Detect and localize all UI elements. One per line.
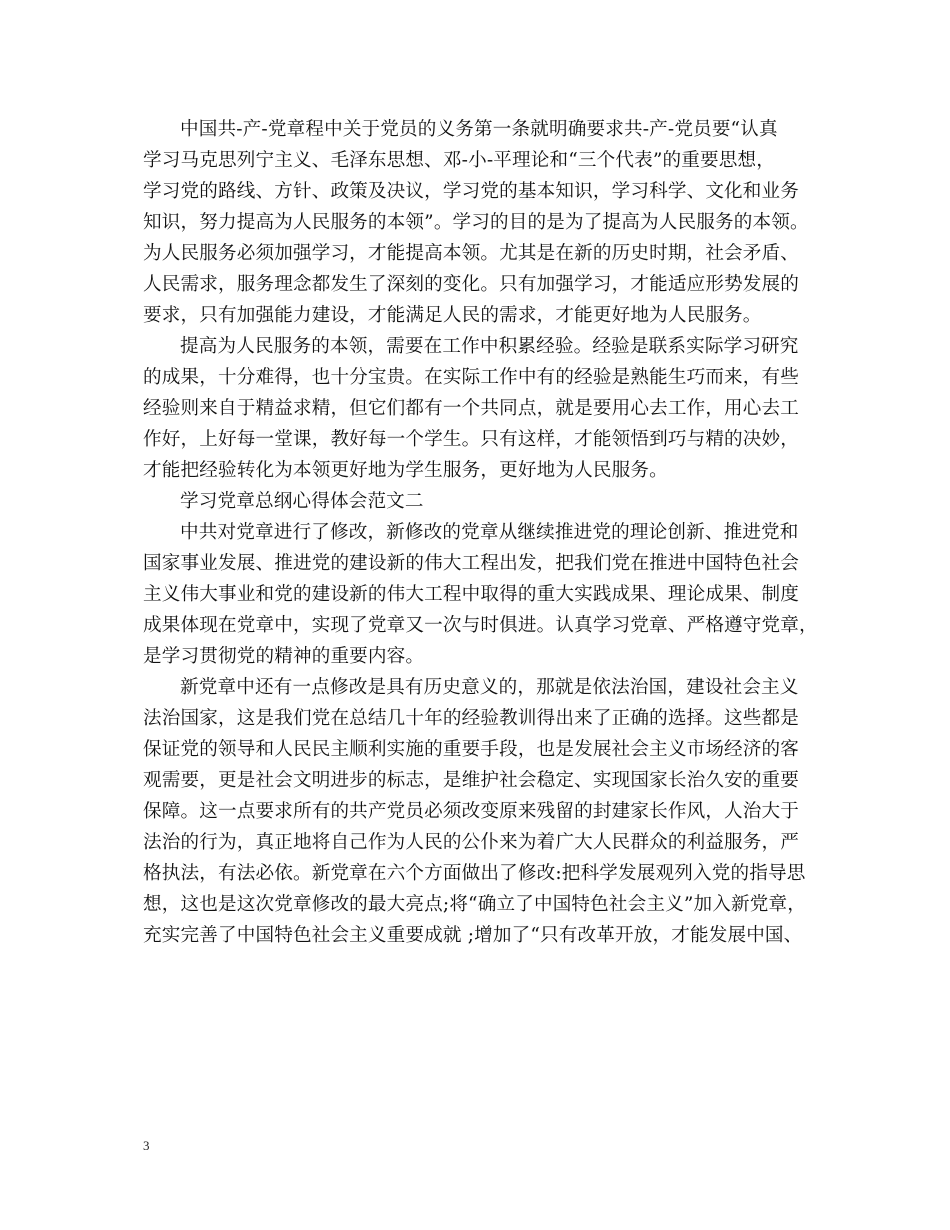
text-line: 学习马克思列宁主义、毛泽东思想、邓-小-平理论和“三个代表”的重要思想，	[143, 150, 775, 171]
text-line: 国家事业发展、推进党的建设新的伟大工程出发，把我们党在推进中国特色社会	[143, 553, 800, 574]
text-line: 提高为人民服务的本领，需要在工作中积累经验。经验是联系实际学习研究	[180, 336, 799, 357]
text-line: 新党章中还有一点修改是具有历史意义的，那就是依法治国，建设社会主义	[180, 677, 799, 698]
text-line: 观需要，更是社会文明进步的标志，是维护社会稳定、实现国家长治久安的重要	[143, 770, 800, 791]
text-line: 作好，上好每一堂课，教好每一个学生。只有这样，才能领悟到巧与精的决妙，	[143, 429, 800, 450]
text-line: 法治的行为，真正地将自己作为人民的公仆来为着广大人民群众的利益服务，严	[143, 832, 800, 853]
text-line: 成果体现在党章中，实现了党章又一次与时俱进。认真学习党章、严格遵守党章，	[143, 615, 818, 636]
text-line: 学习党的路线、方针、政策及决议，学习党的基本知识，学习科学、文化和业务	[143, 181, 800, 202]
text-line: 知识，努力提高为人民服务的本领”。学习的目的是为了提高为人民服务的本领。	[143, 212, 809, 233]
text-line: 想，这也是这次党章修改的最大亮点;将“确立了中国特色社会主义”加入新党章，	[143, 894, 807, 915]
text-line: 法治国家，这是我们党在总结几十年的经验教训得出来了正确的选择。这些都是	[143, 708, 800, 729]
text-line: 经验则来自于精益求精，但它们都有一个共同点，就是要用心去工作，用心去工	[143, 398, 800, 419]
text-line: 学习党章总纲心得体会范文二	[180, 491, 424, 512]
text-line: 要求，只有加强能力建设，才能满足人民的需求，才能更好地为人民服务。	[143, 305, 762, 326]
text-line: 是学习贯彻党的精神的重要内容。	[143, 646, 425, 667]
text-line: 才能把经验转化为本领更好地为学生服务，更好地为人民服务。	[143, 460, 668, 481]
text-line: 的成果，十分难得，也十分宝贵。在实际工作中有的经验是熟能生巧而来，有些	[143, 367, 800, 388]
text-line: 人民需求，服务理念都发生了深刻的变化。只有加强学习，才能适应形势发展的	[143, 274, 800, 295]
text-line: 保障。这一点要求所有的共产党员必须改变原来残留的封建家长作风，人治大于	[143, 801, 800, 822]
text-line: 中国共-产-党章程中关于党员的义务第一条就明确要求共-产-党员要“认真	[180, 119, 778, 140]
text-line: 主义伟大事业和党的建设新的伟大工程中取得的重大实践成果、理论成果、制度	[143, 584, 800, 605]
text-line: 为人民服务必须加强学习，才能提高本领。尤其是在新的历史时期，社会矛盾、	[143, 243, 800, 264]
page-number: 3	[143, 1138, 150, 1153]
text-line: 充实完善了中国特色社会主义重要成就 ;增加了“只有改革开放，才能发展中国、	[143, 925, 803, 946]
document-body	[143, 114, 823, 951]
text-line: 保证党的领导和人民民主顺利实施的重要手段，也是发展社会主义市场经济的客	[143, 739, 800, 760]
text-line: 格执法，有法必依。新党章在六个方面做出了修改:把科学发展观列入党的指导思	[143, 863, 806, 884]
text-line: 中共对党章进行了修改，新修改的党章从继续推进党的理论创新、推进党和	[180, 522, 799, 543]
